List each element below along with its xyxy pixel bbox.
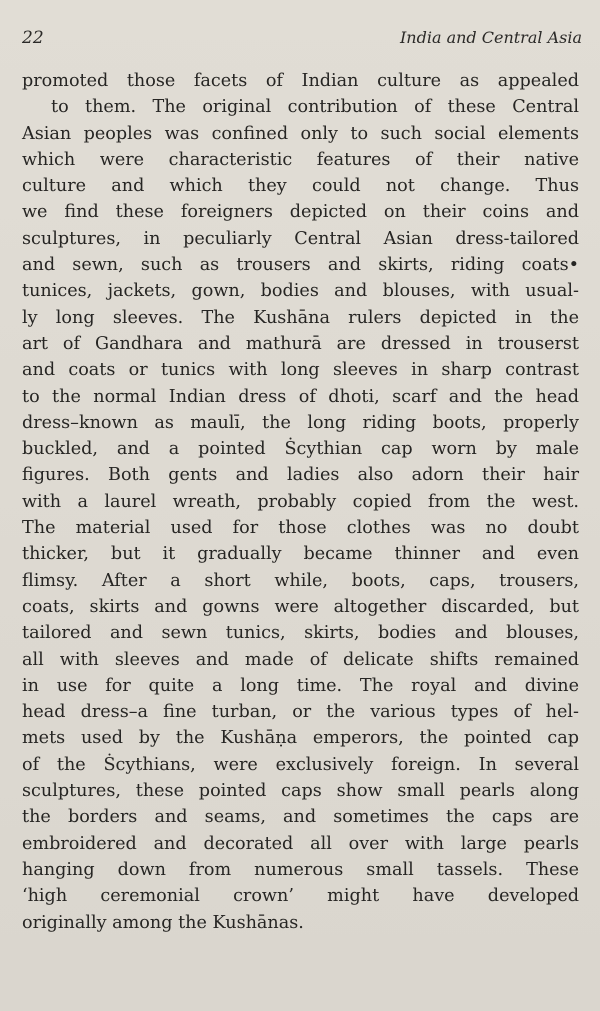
text-line: flimsy. After a short while, boots, caps, trousers, (22, 570, 579, 591)
text-line: to them. The original contribution of these Central (51, 97, 579, 118)
text-line: tailored and sewn tunics, skirts, bodies and blouses, (22, 623, 579, 644)
page-header (22, 28, 582, 52)
text-line: with a laurel wreath, probably copied from the west. (22, 491, 579, 512)
text-line: promoted those facets of Indian culture as appealed (22, 71, 579, 91)
text-line: in use for quite a long time. The royal and divine (22, 675, 579, 696)
text-line: hanging down from numerous small tassels. These (22, 859, 579, 880)
text-line: and coats or tunics with long sleeves in sharp contrast (22, 360, 579, 381)
text-line: of the Ṡcythians, were exclusively foreign. In several (22, 754, 579, 775)
text-line: tunices, jackets, gown, bodies and blouses, with usual- (22, 281, 579, 302)
text-line: we find these foreigners depicted on their coins and (22, 202, 579, 223)
text-line: ‘high ceremonial crown’ might have developed (22, 886, 579, 907)
text-line: which were characteristic features of their native (22, 149, 579, 170)
body-text (22, 68, 579, 936)
text-line: to the normal Indian dress of dhoti, scarf and the head (22, 386, 579, 407)
text-line: ly long sleeves. The Kushāna rulers depicted in the (22, 307, 579, 328)
text-line: coats, skirts and gowns were altogether discarded, but (22, 596, 579, 617)
text-line: culture and which they could not change. Thus (22, 176, 579, 197)
text-line: originally among the Kushānas. (22, 912, 304, 933)
text-line: art of Gandhara and mathurā are dressed in trouserst (22, 333, 579, 354)
text-line: The material used for those clothes was no doubt (22, 518, 579, 539)
text-line: head dress–a fine turban, or the various types of hel- (22, 702, 579, 723)
text-line: Asian peoples was confined only to such social elements (22, 123, 579, 144)
text-line: and sewn, such as trousers and skirts, riding coats• (22, 255, 579, 276)
text-line: thicker, but it gradually became thinner and even (22, 544, 579, 565)
text-line: mets used by the Kushāṇa emperors, the pointed cap (22, 728, 579, 749)
running-title: India and Central Asia (399, 28, 582, 47)
text-line: buckled, and a pointed Ṡcythian cap worn by male (22, 439, 579, 460)
text-line: all with sleeves and made of delicate shifts remained (22, 649, 579, 670)
text-line: sculptures, these pointed caps show small pearls along (22, 781, 579, 802)
page-number: 22 (22, 28, 44, 48)
text-line: figures. Both gents and ladies also adorn their hair (22, 465, 579, 486)
text-line: sculptures, in peculiarly Central Asian dress-tailored (22, 228, 579, 249)
text-line: the borders and seams, and sometimes the caps are (22, 807, 579, 828)
text-line: embroidered and decorated all over with large pearls (22, 833, 579, 854)
text-line: dress–known as maulī, the long riding boots, properly (22, 412, 579, 433)
